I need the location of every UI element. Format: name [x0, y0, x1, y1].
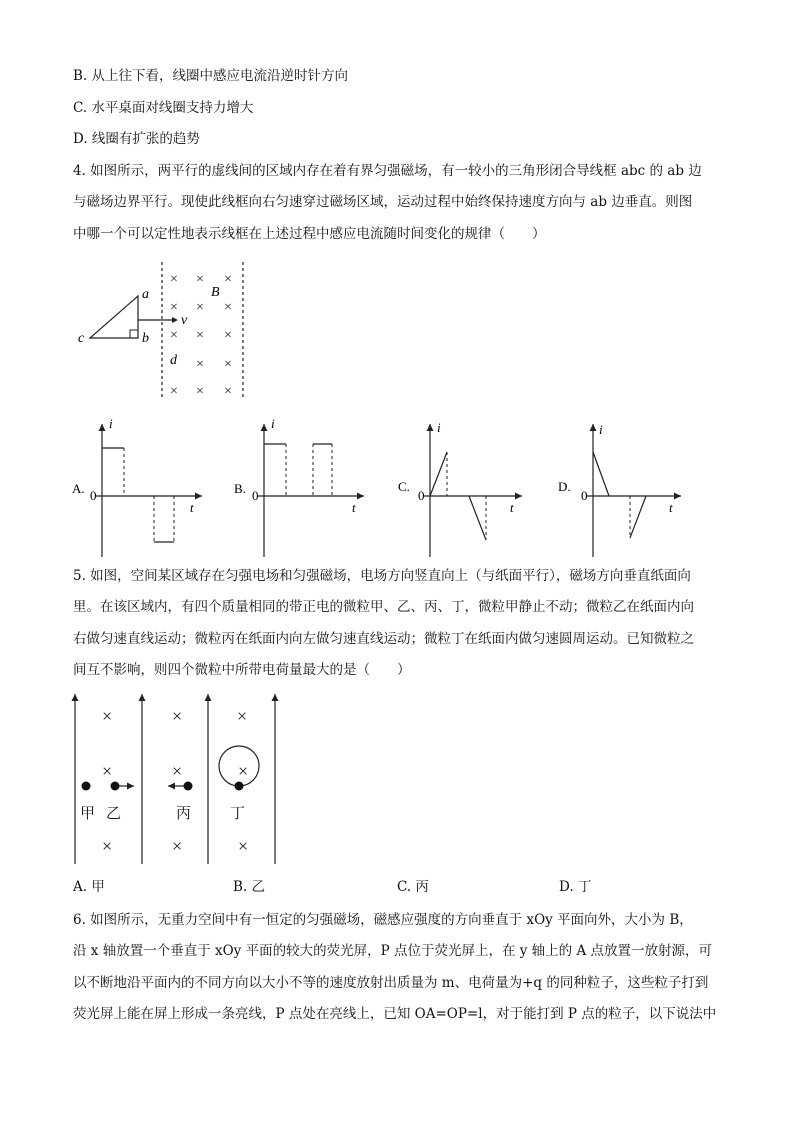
svg-text:t: t — [352, 500, 356, 515]
svg-text:×: × — [224, 300, 232, 315]
q6-stem-line4: 荧光屏上能在屏上形成一条亮线，P 点处在亮线上，已知 OA=OP=l，对于能打到 P 点的粒子，以下说法中 — [73, 1006, 717, 1022]
label-a: a — [142, 287, 149, 302]
label-B: B — [211, 285, 220, 300]
label-c: c — [78, 331, 85, 346]
svg-text:0: 0 — [418, 488, 425, 503]
svg-text:i: i — [599, 422, 603, 437]
q4-stem-line3: 中哪一个可以定性地表示线框在上述过程中感应电流随时间变化的规律（ ） — [73, 226, 546, 242]
graph-d — [558, 422, 681, 557]
svg-text:×: × — [172, 836, 183, 856]
q4-graphs — [66, 412, 766, 562]
svg-text:×: × — [224, 384, 232, 399]
svg-text:×: × — [102, 836, 113, 856]
particle-jia — [82, 782, 91, 791]
svg-text:C.: C. — [398, 479, 410, 494]
triangle-frame — [90, 296, 138, 338]
q3-option-d: D. 线圈有扩张的趋势 — [73, 131, 200, 147]
svg-text:乙: 乙 — [106, 806, 122, 822]
svg-text:×: × — [172, 706, 183, 726]
svg-text:×: × — [196, 300, 204, 315]
q5-choice-a: A. 甲 — [73, 879, 105, 895]
svg-text:甲: 甲 — [80, 806, 96, 822]
q5-choice-b: B. 乙 — [233, 879, 266, 895]
q5-stem-line1: 5. 如图，空间某区域存在匀强电场和匀强磁场，电场方向竖直向上（与纸面平行），磁场方向垂直纸面向 — [73, 568, 691, 584]
q5-choice-d: D. 丁 — [559, 879, 592, 895]
svg-text:丁: 丁 — [230, 806, 246, 822]
svg-text:×: × — [237, 706, 248, 726]
svg-text:×: × — [196, 328, 204, 343]
svg-text:×: × — [170, 328, 178, 343]
q5-choice-c: C. 丙 — [397, 879, 429, 895]
svg-text:D.: D. — [558, 479, 571, 494]
label-d: d — [170, 353, 177, 368]
svg-text:×: × — [102, 706, 113, 726]
svg-text:×: × — [238, 761, 249, 781]
svg-text:t: t — [510, 500, 514, 515]
label-v: v — [181, 313, 188, 328]
svg-text:×: × — [170, 384, 178, 399]
q6-stem-line1: 6. 如图所示，无重力空间中有一恒定的匀强磁场，磁感应强度的方向垂直于 xOy 平面向外，大小为 B， — [73, 912, 693, 928]
q4-stem-line1: 4. 如图所示，两平行的虚线间的区域内存在着有界匀强磁场，有一较小的三角形闭合导线框 abc 的 ab 边 — [73, 163, 702, 179]
graph-c — [398, 420, 522, 557]
svg-text:i: i — [437, 420, 441, 435]
svg-text:×: × — [238, 836, 249, 856]
svg-text:丙: 丙 — [176, 806, 192, 822]
svg-text:×: × — [196, 357, 204, 372]
svg-text:×: × — [224, 272, 232, 287]
q5-figure — [66, 688, 286, 868]
q3-option-c: C. 水平桌面对线圈支持力增大 — [73, 100, 254, 116]
field-crosses — [170, 272, 232, 399]
q5-stem-line4: 间互不影响，则四个微粒中所带电荷量最大的是（ ） — [73, 662, 411, 678]
particle-yi — [111, 782, 120, 791]
q6-stem-line2: 沿 x 轴放置一个垂直于 xOy 平面的较大的荧光屏，P 点位于荧光屏上，在 y 轴上的 A 点放置一放射源，可 — [73, 943, 713, 959]
q3-option-b: B. 从上往下看，线圈中感应电流沿逆时针方向 — [73, 68, 349, 84]
svg-text:×: × — [196, 384, 204, 399]
svg-text:i: i — [271, 416, 275, 431]
svg-text:B.: B. — [234, 481, 246, 496]
q6-stem-line3: 以不断地沿平面内的不同方向以大小不等的速度放射出质量为 m、电荷量为+q 的同种粒子，这些粒子打到 — [73, 975, 709, 991]
svg-text:0: 0 — [252, 488, 259, 503]
svg-text:0: 0 — [90, 488, 97, 503]
graph-a — [72, 416, 202, 557]
graph-b — [234, 416, 364, 557]
svg-text:i: i — [109, 416, 113, 431]
q4-field-figure — [70, 258, 260, 408]
svg-text:A.: A. — [72, 481, 85, 496]
svg-text:×: × — [172, 761, 183, 781]
q4-stem-line2: 与磁场边界平行。现使此线框向右匀速穿过磁场区域，运动过程中始终保持速度方向与 ab 边垂直。则图 — [73, 194, 693, 210]
svg-text:0: 0 — [581, 488, 588, 503]
svg-text:×: × — [170, 272, 178, 287]
q5-stem-line3: 右做匀速直线运动；微粒丙在纸面内向左做匀速直线运动；微粒丁在纸面内做匀速圆周运动。已知微粒之 — [73, 631, 694, 647]
q5-stem-line2: 里。在该区域内，有四个质量相同的带正电的微粒甲、乙、丙、丁，微粒甲静止不动；微粒乙在纸面内向 — [73, 599, 694, 615]
svg-text:×: × — [224, 357, 232, 372]
label-b: b — [142, 331, 149, 346]
svg-text:×: × — [196, 272, 204, 287]
svg-text:t: t — [669, 500, 673, 515]
svg-text:×: × — [224, 328, 232, 343]
particle-bing — [184, 782, 193, 791]
svg-text:×: × — [170, 300, 178, 315]
svg-text:t: t — [190, 500, 194, 515]
svg-text:×: × — [102, 761, 113, 781]
particle-ding — [235, 782, 244, 791]
